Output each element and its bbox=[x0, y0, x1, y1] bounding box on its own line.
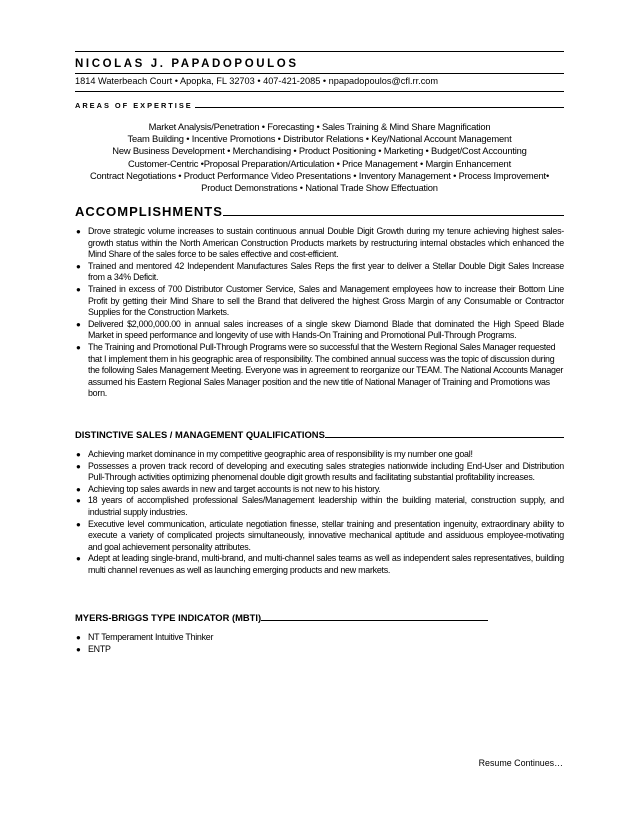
bullet-icon: ● bbox=[76, 342, 81, 352]
list-item-text: The Training and Promotional Pull-Through Programs were so successful that the Western Regional Sales Manager requested that I implement them in his geographic area of responsibility. The combined annual success was the topic of discussion during the following Sales Management Meeting. Everyone was in agreement to reorganize our TEAM. The National Accounts Manager assumed his Eastern Regional Sales Manager position and the new title of National Manager of Training and Promotions was born. bbox=[88, 341, 564, 399]
bullet-icon: ● bbox=[76, 519, 81, 529]
bullet-icon: ● bbox=[76, 450, 81, 459]
mbti-heading: MYERS-BRIGGS TYPE INDICATOR (MBTI) bbox=[75, 612, 262, 623]
qualifications-header bbox=[75, 429, 564, 440]
resume-continues-note: Resume Continues… bbox=[478, 758, 563, 768]
mbti-list bbox=[75, 632, 564, 655]
heading-underline bbox=[223, 215, 564, 216]
accomplishments-header bbox=[75, 204, 564, 219]
areas-of-expertise-heading: AREAS OF EXPERTISE bbox=[75, 101, 193, 110]
list-item bbox=[75, 495, 564, 518]
bullet-icon: ● bbox=[76, 554, 81, 564]
expertise-line: Contract Negotiations • Product Performance Video Presentations • Inventory Management • Process Improvement• bbox=[89, 169, 550, 181]
list-item bbox=[75, 484, 564, 496]
top-rule bbox=[75, 51, 564, 52]
bullet-icon: ● bbox=[76, 319, 81, 329]
bullet-icon: ● bbox=[76, 644, 81, 654]
bullet-icon: ● bbox=[76, 484, 81, 494]
areas-of-expertise-header bbox=[75, 101, 564, 110]
candidate-name: NICOLAS J. PAPADOPOULOS bbox=[75, 58, 299, 70]
list-item bbox=[75, 261, 564, 284]
bullet-icon: ● bbox=[76, 261, 81, 271]
expertise-line: Market Analysis/Penetration • Forecasting • Sales Training & Mind Share Magnification bbox=[148, 121, 491, 132]
list-item-text: Delivered $2,000,000.00 in annual sales increases of a single skew Diamond Blade that dominated the High Speed Blade Market in speed performance and longevity of use with Hands-On Training and Promotional Pull-Through Programs. bbox=[88, 318, 564, 341]
list-item bbox=[75, 519, 564, 554]
contact-rule bbox=[75, 91, 564, 92]
list-item-text: Trained and mentored 42 Independent Manufactures Sales Reps the first year to deliver a Stellar Double Digit Sales Increase from a 34% Deficit. bbox=[88, 260, 564, 283]
name-rule bbox=[75, 73, 564, 74]
list-item bbox=[75, 226, 564, 261]
list-item bbox=[75, 461, 564, 484]
accomplishments-heading: ACCOMPLISHMENTS bbox=[75, 204, 223, 219]
bullet-icon: ● bbox=[76, 284, 81, 294]
list-item-text: Possesses a proven track record of developing and executing sales strategies nationwide including End-User and Distribution Pull-Through activities optimizing phenomenal double digit growth results and facilitating substantial profitability increases. bbox=[88, 460, 564, 483]
accomplishments-list bbox=[75, 226, 564, 400]
list-item bbox=[75, 632, 564, 644]
expertise-line: Team Building • Incentive Promotions • Distributor Relations • Key/National Account Management bbox=[127, 133, 512, 145]
list-item-text: Adept at leading single-brand, multi-brand, and multi-channel sales teams as well as independent sales representatives, building multi channel revenues as well as launching emerging products and new markets. bbox=[88, 553, 564, 575]
qualifications-heading: DISTINCTIVE SALES / MANAGEMENT QUALIFICATIONS bbox=[75, 429, 325, 440]
expertise-line: New Business Development • Merchandising • Product Positioning • Marketing • Budget/Cost Accounting bbox=[112, 145, 527, 157]
list-item-text: Drove strategic volume increases to sustain continuous annual Double Digit Growth during my tenure achieving highest sales-growth status within the North American Construction Products markets by restructuring internal obstacles which enhanced the Mind Share of the sales force to be sales effective and cost-efficient. bbox=[88, 226, 564, 260]
list-item-text: Executive level communication, articulate negotiation finesse, stellar training and presentation ingenuity, extraordinary ability to execute a variety of complicated projects simultaneously, innovative mechanical aptitude and assiduous employee-motivating and goal achievement personality attributes. bbox=[88, 518, 564, 552]
heading-underline bbox=[261, 620, 488, 621]
list-item bbox=[75, 449, 564, 461]
list-item bbox=[75, 644, 564, 656]
list-item bbox=[75, 342, 564, 400]
heading-underline bbox=[195, 107, 564, 108]
list-item-text: Achieving top sales awards in new and target accounts is not new to his history. bbox=[88, 483, 381, 494]
bullet-icon: ● bbox=[76, 461, 81, 471]
bullet-icon: ● bbox=[76, 227, 81, 236]
list-item bbox=[75, 319, 564, 342]
expertise-line: Product Demonstrations • National Trade Show Effectuation bbox=[201, 182, 438, 194]
list-item-text: ENTP bbox=[88, 643, 111, 654]
list-item-text: 18 years of accomplished professional Sales/Management leadership within the building material, construction supply, and industrial supply industries. bbox=[88, 495, 564, 517]
mbti-header bbox=[75, 612, 488, 623]
bullet-icon: ● bbox=[76, 496, 81, 506]
list-item bbox=[75, 553, 564, 576]
list-item-text: Trained in excess of 700 Distributor Customer Service, Sales and Management employees how to increase their Bottom Line Profit by getting their Mind Share to sell the Brand that delivered the highest Gross Margin of any Consumable or Contractor Supplies for the Construction Markets. bbox=[88, 283, 564, 318]
list-item-text: Achieving market dominance in my competitive geographic area of responsibility is my number one goal! bbox=[88, 449, 473, 459]
list-item-text: NT Temperament Intuitive Thinker bbox=[88, 632, 214, 642]
expertise-line: Customer-Centric •Proposal Preparation/Articulation • Price Management • Margin Enhancement bbox=[128, 157, 511, 169]
contact-line: 1814 Waterbeach Court • Apopka, FL 32703 • 407-421-2085 • npapadopoulos@cfl.rr.com bbox=[75, 76, 439, 86]
heading-underline bbox=[325, 437, 564, 438]
qualifications-list bbox=[75, 449, 564, 577]
expertise-list bbox=[75, 121, 564, 194]
bullet-icon: ● bbox=[76, 633, 81, 642]
list-item bbox=[75, 284, 564, 319]
